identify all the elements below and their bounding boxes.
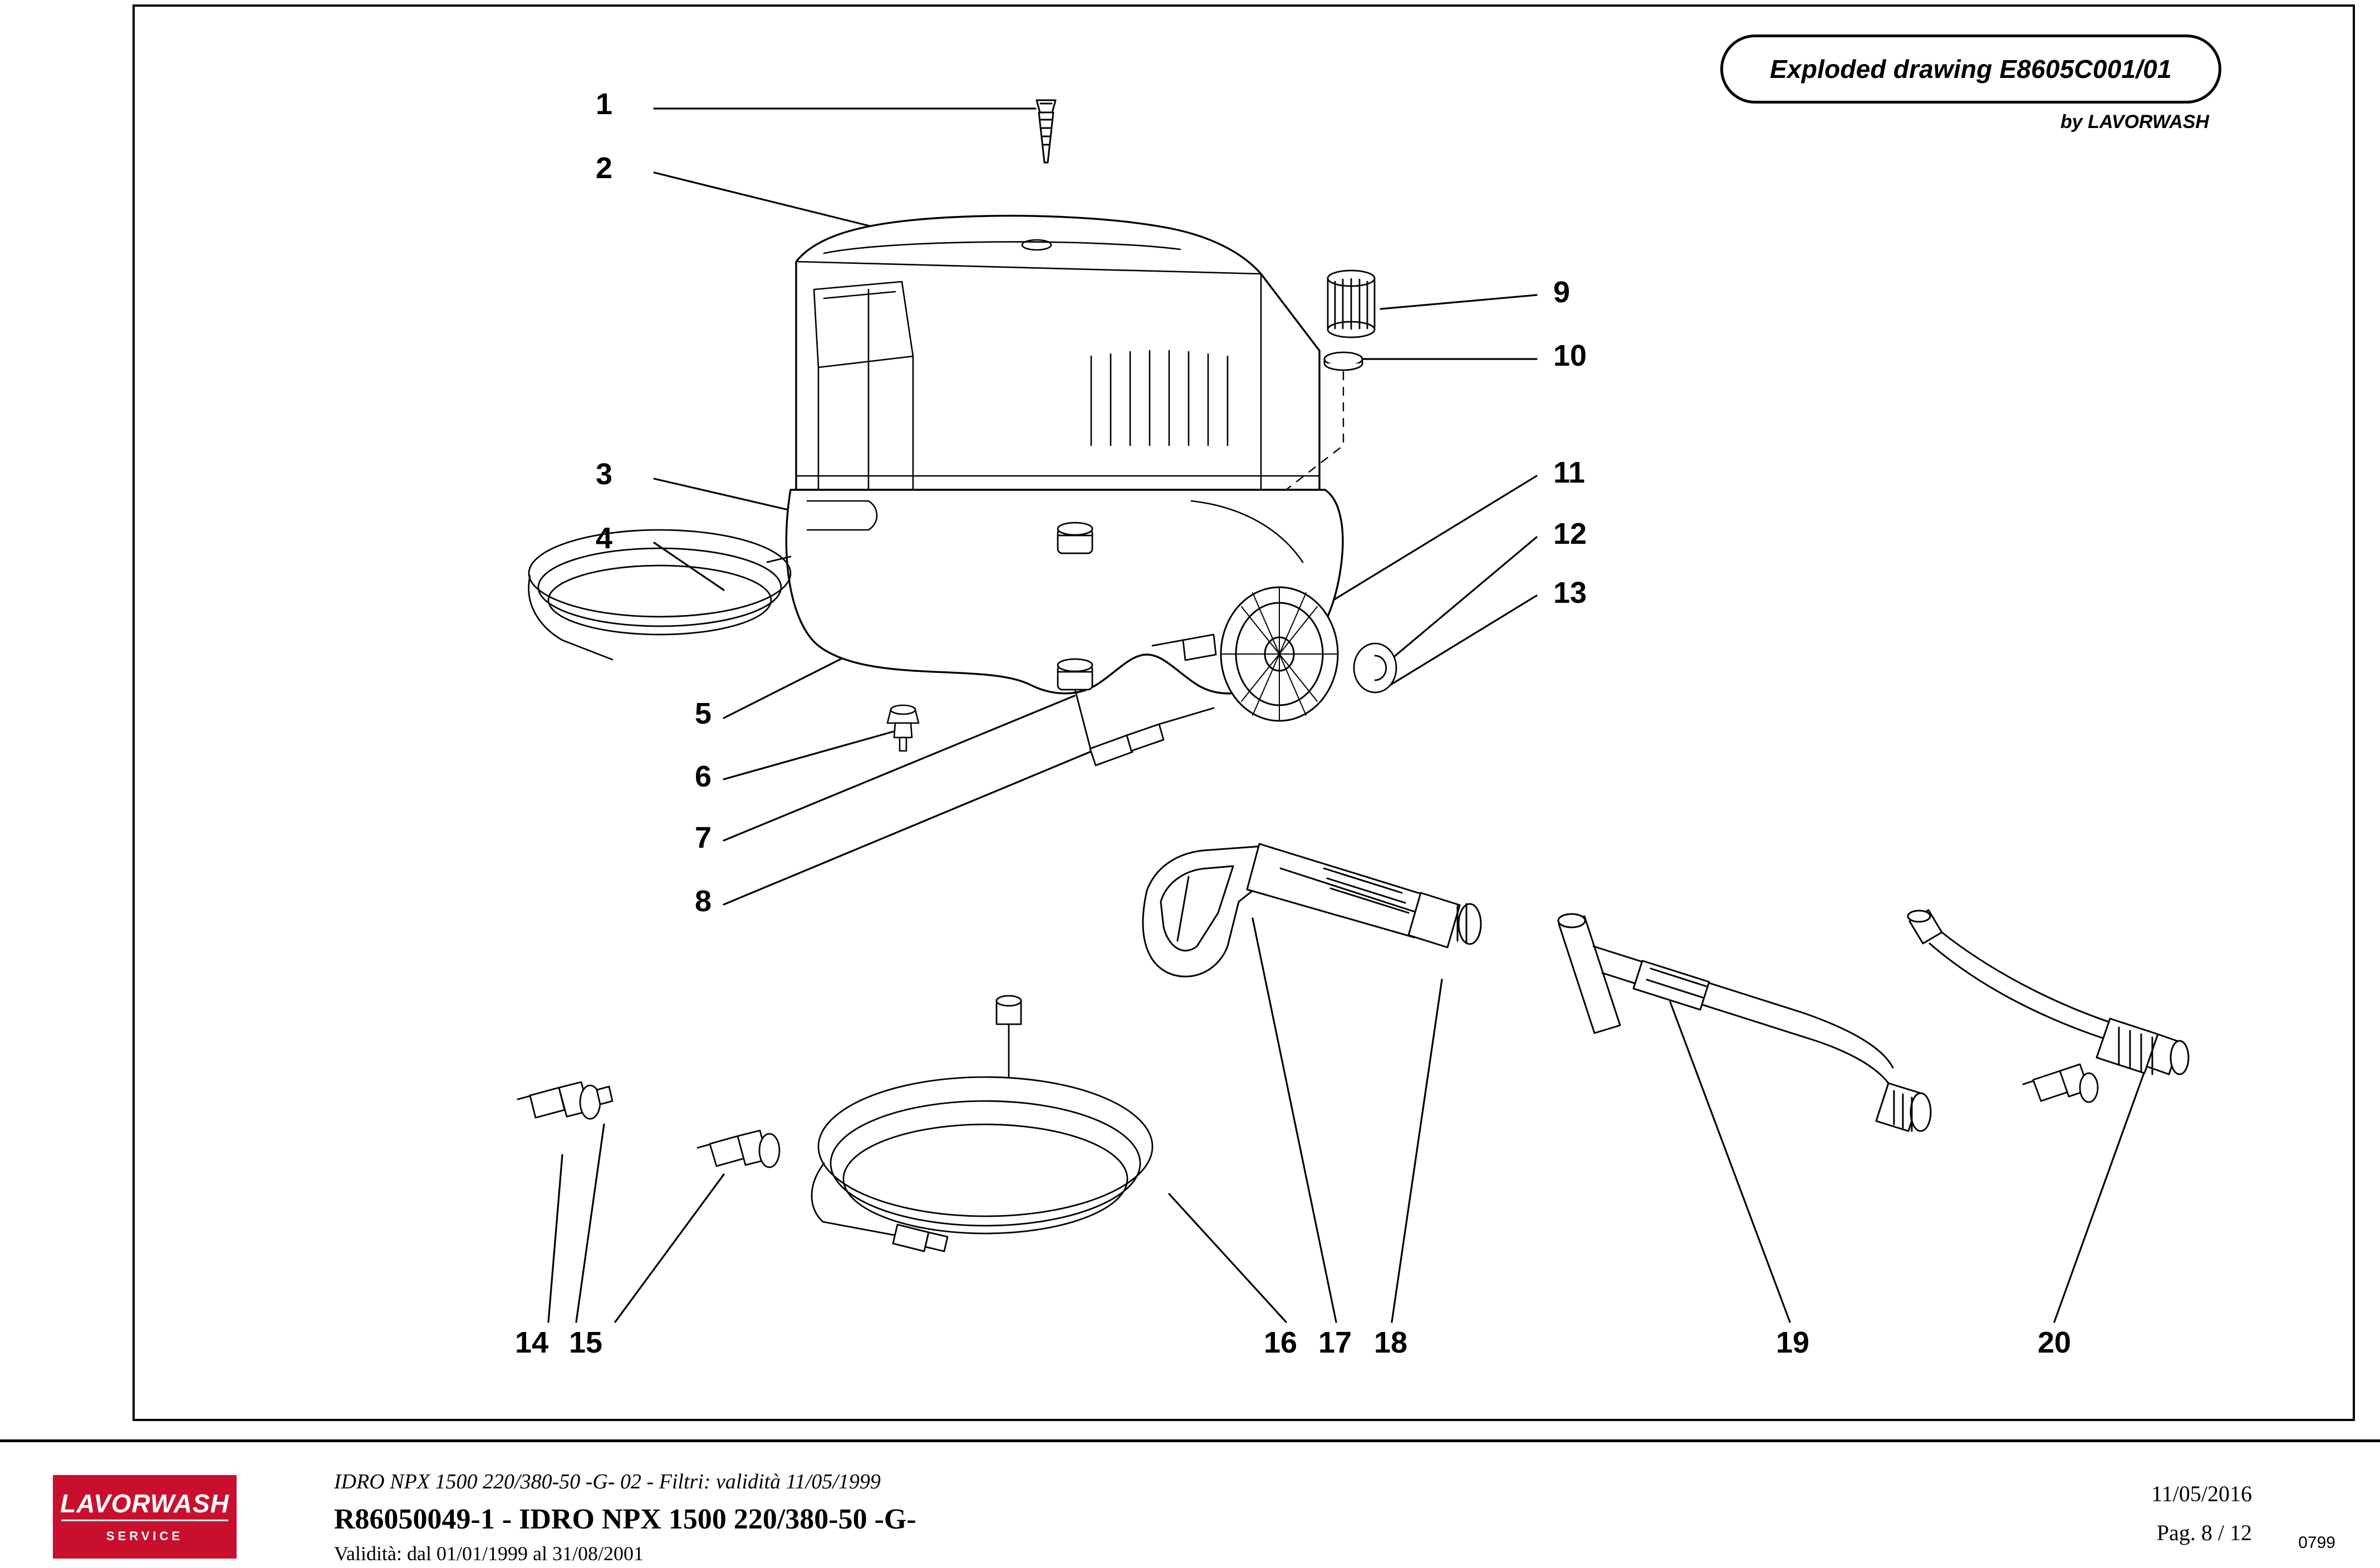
callout-4: 4 [596,522,613,555]
callout-8: 8 [695,884,712,918]
callout-16: 16 [1264,1326,1298,1359]
logo-service-label: SERVICE [106,1528,184,1543]
callout-9: 9 [1553,276,1571,309]
callout-1: 1 [596,87,613,121]
callout-13: 13 [1553,576,1587,609]
logo-wordmark: LAVORWASH [60,1488,229,1518]
logo-rule [61,1520,228,1521]
drawing-code: 0799 [2298,1533,2335,1552]
drawing-title-text: Exploded drawing E8605C001/01 [1770,55,2172,83]
footer-divider [0,1439,2380,1442]
callout-11: 11 [1553,456,1586,489]
drawing-byline: by LAVORWASH [2060,111,2209,132]
lavorwash-logo [53,1475,237,1559]
drawing-title-badge [1720,35,2221,104]
callout-15: 15 [569,1326,603,1359]
callout-7: 7 [695,821,712,854]
footer-date: 11/05/2016 [2151,1481,2252,1506]
footer-page-number: Pag. 8 / 12 [2156,1520,2252,1545]
callout-14: 14 [515,1326,549,1359]
callout-20: 20 [2038,1326,2072,1359]
footer-model-code: R86050049-1 - IDRO NPX 1500 220/380-50 -G- [334,1503,916,1535]
callout-19: 19 [1776,1326,1810,1359]
callout-2: 2 [596,151,613,185]
callout-10: 10 [1553,339,1587,372]
callout-18: 18 [1374,1326,1408,1359]
callout-17: 17 [1318,1326,1352,1359]
callout-12: 12 [1553,517,1587,550]
callout-6: 6 [695,760,712,793]
callout-5: 5 [695,697,712,730]
drawing-frame [133,4,2355,1421]
footer-model-note: IDRO NPX 1500 220/380-50 -G- 02 - Filtri: validità 11/05/1999 [334,1470,881,1493]
callout-3: 3 [596,458,613,491]
footer-validity: Validità: dal 01/01/1999 al 31/08/2001 [334,1542,644,1565]
